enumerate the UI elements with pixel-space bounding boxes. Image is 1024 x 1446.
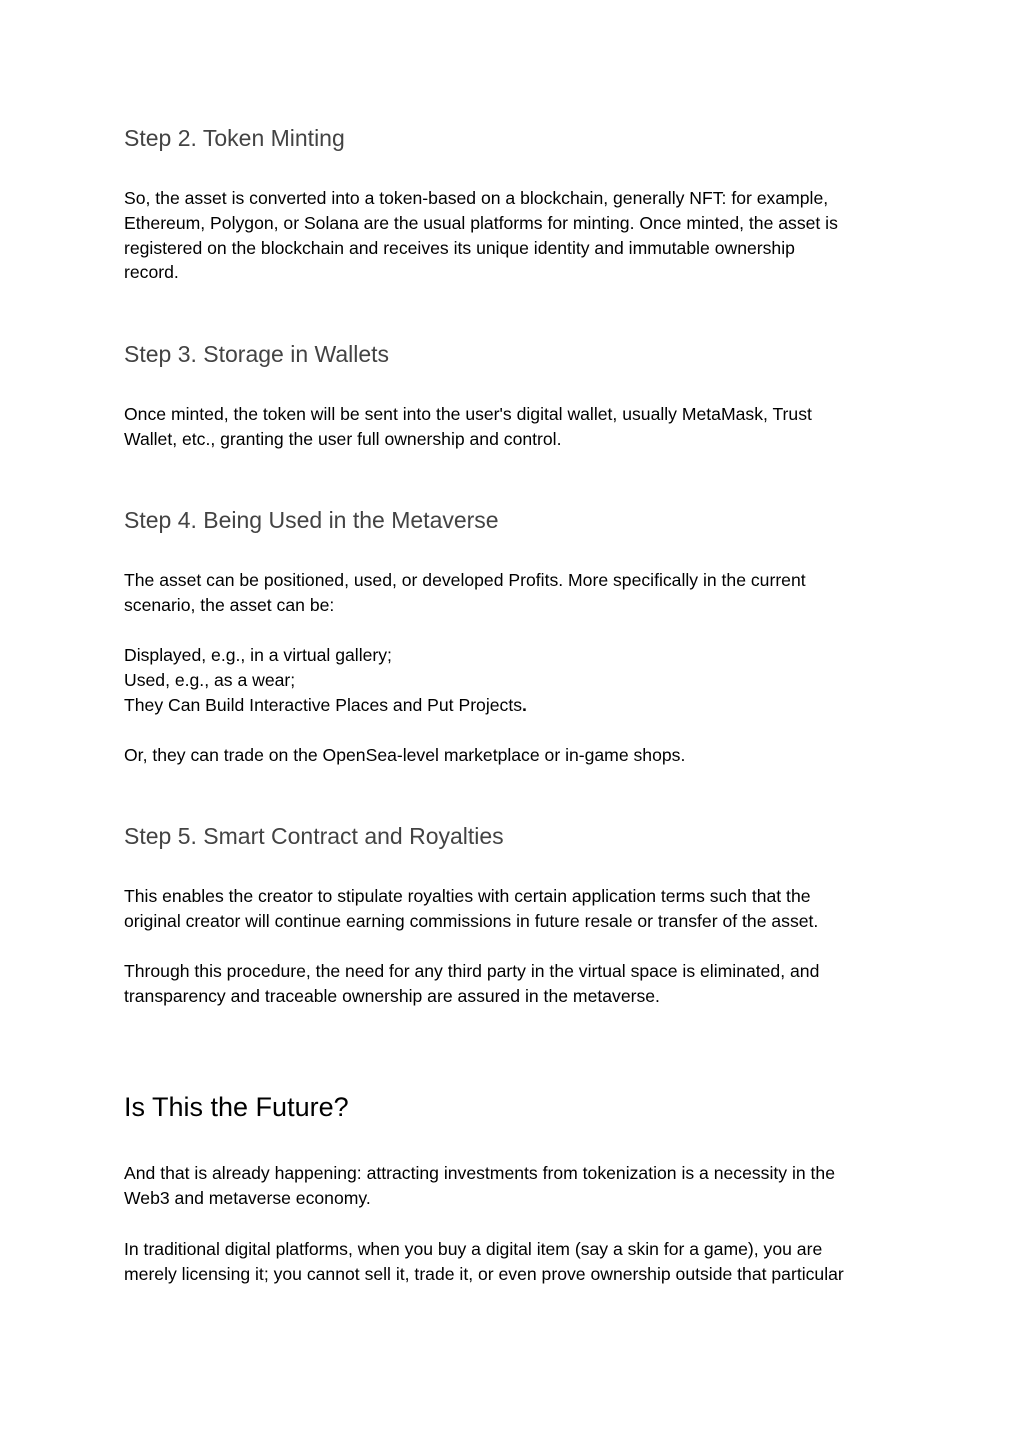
step3-paragraph [124,402,812,452]
paragraph-line: Through this procedure, the need for any third party in the virtual space is eliminated, and [124,961,820,981]
paragraph-line: Wallet, etc., granting the user full ownership and control. [124,428,562,449]
step4-heading: Step 4. Being Used in the Metaverse [124,507,499,533]
paragraph-line: Once minted, the token will be sent into the user's digital wallet, usually MetaMask, Trust [124,404,812,424]
step4-list [124,643,527,717]
paragraph-line: Or, they can trade on the OpenSea-level marketplace or in-game shops. [124,745,686,765]
list-item [124,693,527,718]
step2-paragraph [124,186,838,285]
step2-heading: Step 2. Token Minting [124,125,345,151]
paragraph-line: And that is already happening: attracting investments from tokenization is a necessity in the [124,1163,835,1183]
step3-heading: Step 3. Storage in Wallets [124,341,390,367]
paragraph-line: record. [124,262,179,283]
list-item-text: They Can Build Interactive Places and Put Projects [124,694,523,715]
future-paragraph-2 [124,1237,844,1287]
paragraph-line: Ethereum, Polygon, or Solana are the usual platforms for minting. Once minted, the asset is [124,212,838,233]
paragraph-line: transparency and traceable ownership are assured in the metaverse. [124,985,660,1006]
paragraph-line: This enables the creator to stipulate royalties with certain application terms such that the [124,886,811,906]
list-item-period: . [522,694,527,715]
list-item: Displayed, e.g., in a virtual gallery; [124,645,392,665]
paragraph-line: registered on the blockchain and receives its unique identity and immutable ownership [124,237,795,258]
step4-intro [124,568,806,618]
list-item: Used, e.g., as a wear; [124,669,296,690]
paragraph-line: merely licensing it; you cannot sell it, trade it, or even prove ownership outside that particular [124,1263,844,1284]
paragraph-line: scenario, the asset can be: [124,594,335,615]
step5-paragraph-1 [124,884,818,934]
step4-closing [124,743,685,768]
paragraph-line: So, the asset is converted into a token-based on a blockchain, generally NFT: for example, [124,188,829,208]
step5-heading: Step 5. Smart Contract and Royalties [124,823,504,849]
paragraph-line: Web3 and metaverse economy. [124,1187,371,1208]
paragraph-line: original creator will continue earning commissions in future resale or transfer of the asset. [124,910,819,931]
future-paragraph-1 [124,1161,835,1211]
paragraph-line: In traditional digital platforms, when you buy a digital item (say a skin for a game), you are [124,1239,823,1259]
paragraph-line: The asset can be positioned, used, or developed Profits. More specifically in the current [124,570,806,590]
future-heading: Is This the Future? [124,1092,349,1122]
step5-paragraph-2 [124,959,819,1009]
